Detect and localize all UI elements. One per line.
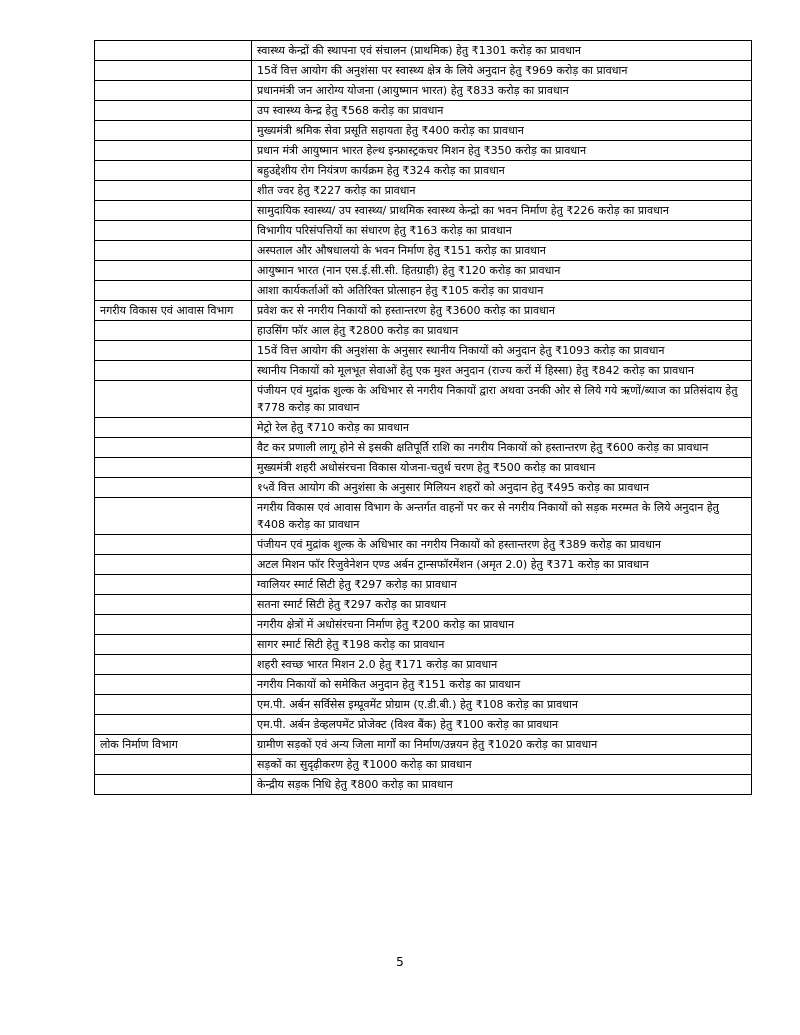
table-row — [95, 81, 752, 101]
provision-cell: नगरीय निकायों को समेकित अनुदान हेतु ₹151 करोड़ का प्रावधान — [252, 675, 752, 695]
provision-cell: सामुदायिक स्वास्थ्य/ उप स्वास्थ्य/ प्राथमिक स्वास्थ्य केन्द्रो का भवन निर्माण हेतु ₹226 करोड़ का प्रावधान — [252, 201, 752, 221]
department-cell — [95, 615, 252, 635]
table-row — [95, 221, 752, 241]
provision-cell: 15वें वित्त आयोग की अनुशंसा पर स्वास्थ्य क्षेत्र के लिये अनुदान हेतु ₹969 करोड़ का प्रावधान — [252, 61, 752, 81]
table-row — [95, 321, 752, 341]
department-cell: नगरीय विकास एवं आवास विभाग — [95, 301, 252, 321]
provision-cell: नगरीय विकास एवं आवास विभाग के अन्तर्गत वाहनों पर कर से नगरीय निकायों को सड़क मरम्मत के लिये अनुदान हेतु ₹408 करोड़ का प्रावधान — [252, 498, 752, 535]
table-row — [95, 418, 752, 438]
provision-cell: केन्द्रीय सड़क निधि हेतु ₹800 करोड़ का प्रावधान — [252, 775, 752, 795]
department-cell — [95, 595, 252, 615]
department-cell — [95, 655, 252, 675]
department-cell — [95, 458, 252, 478]
provision-cell: सागर स्मार्ट सिटी हेतु ₹198 करोड़ का प्रावधान — [252, 635, 752, 655]
department-cell — [95, 438, 252, 458]
provision-cell: अस्पताल और औषधालयो के भवन निर्माण हेतु ₹151 करोड़ का प्रावधान — [252, 241, 752, 261]
department-cell — [95, 418, 252, 438]
provision-cell: 15वें वित्त आयोग की अनुशंसा के अनुसार स्थानीय निकायों को अनुदान हेतु ₹1093 करोड़ का प्रावधान — [252, 341, 752, 361]
provision-cell: पंजीयन एवं मुद्रांक शुल्क के अधिभार का नगरीय निकायों को हस्तान्तरण हेतु ₹389 करोड़ का प्रावधान — [252, 535, 752, 555]
provision-cell: बहुउद्देशीय रोग नियंत्रण कार्यक्रम हेतु ₹324 करोड़ का प्रावधान — [252, 161, 752, 181]
budget-provisions-table — [94, 40, 752, 795]
provision-cell: वैट कर प्रणाली लागू होने से इसकी क्षतिपूर्ति राशि का नगरीय निकायों को हस्तान्तरण हेतु ₹600 करोड़ का प्रावधान — [252, 438, 752, 458]
provision-cell: ग्रामीण सड़कों एवं अन्य जिला मार्गों का निर्माण/उन्नयन हेतु ₹1020 करोड़ का प्रावधान — [252, 735, 752, 755]
provision-cell: अटल मिशन फॉर रिजुवेनेशन एण्ड अर्बन ट्रान्सफॉरमेंशन (अमृत 2.0) हेतु ₹371 करोड़ का प्रावधान — [252, 555, 752, 575]
department-cell — [95, 141, 252, 161]
page-number: 5 — [396, 955, 404, 969]
table-row — [95, 535, 752, 555]
provision-cell: शीत ज्वर हेतु ₹227 करोड़ का प्रावधान — [252, 181, 752, 201]
table-row — [95, 161, 752, 181]
table-row — [95, 341, 752, 361]
department-cell — [95, 121, 252, 141]
table-row — [95, 575, 752, 595]
department-cell — [95, 201, 252, 221]
department-cell — [95, 281, 252, 301]
provision-cell: उप स्वास्थ्य केन्द्र हेतु ₹568 करोड़ का प्रावधान — [252, 101, 752, 121]
provision-cell: ग्वालियर स्मार्ट सिटी हेतु ₹297 करोड़ का प्रावधान — [252, 575, 752, 595]
provision-cell: शहरी स्वच्छ भारत मिशन 2.0 हेतु ₹171 करोड़ का प्रावधान — [252, 655, 752, 675]
table-row — [95, 41, 752, 61]
department-cell — [95, 101, 252, 121]
table-row — [95, 261, 752, 281]
table-row — [95, 61, 752, 81]
department-cell — [95, 381, 252, 418]
provision-cell: १५वें वित्त आयोग की अनुशंसा के अनुसार मिलियन शहरों को अनुदान हेतु ₹495 करोड़ का प्रावधान — [252, 478, 752, 498]
department-cell — [95, 81, 252, 101]
table-row — [95, 301, 752, 321]
table-row — [95, 695, 752, 715]
department-cell — [95, 555, 252, 575]
department-cell — [95, 675, 252, 695]
table-row — [95, 655, 752, 675]
table-body — [95, 41, 752, 795]
department-cell — [95, 755, 252, 775]
table-row — [95, 675, 752, 695]
department-cell — [95, 41, 252, 61]
table-row — [95, 181, 752, 201]
provision-cell: मुख्यमंत्री शहरी अधोसंरचना विकास योजना-चतुर्थ चरण हेतु ₹500 करोड़ का प्रावधान — [252, 458, 752, 478]
department-cell: लोक निर्माण विभाग — [95, 735, 252, 755]
department-cell — [95, 361, 252, 381]
provision-cell: एम.पी. अर्बन डेव्हलपमेंट प्रोजेक्ट (विश्व बैंक) हेतु ₹100 करोड़ का प्रावधान — [252, 715, 752, 735]
provision-cell: प्रधान मंत्री आयुष्मान भारत हेल्थ इन्फ्रास्ट्रकचर मिशन हेतु ₹350 करोड़ का प्रावधान — [252, 141, 752, 161]
table-row — [95, 101, 752, 121]
provision-cell: मेट्रो रेल हेतु ₹710 करोड़ का प्रावधान — [252, 418, 752, 438]
table-row — [95, 241, 752, 261]
provision-cell: प्रधानमंत्री जन आरोग्य योजना (आयुष्मान भारत) हेतु ₹833 करोड़ का प्रावधान — [252, 81, 752, 101]
table-row — [95, 498, 752, 535]
table-row — [95, 141, 752, 161]
table-row — [95, 595, 752, 615]
table-row — [95, 478, 752, 498]
provision-cell: मुख्यमंत्री श्रमिक सेवा प्रसूति सहायता हेतु ₹400 करोड़ का प्रावधान — [252, 121, 752, 141]
table-row — [95, 775, 752, 795]
department-cell — [95, 261, 252, 281]
provision-cell: हाउसिंग फॉर आल हेतु ₹2800 करोड़ का प्रावधान — [252, 321, 752, 341]
table-row — [95, 735, 752, 755]
department-cell — [95, 775, 252, 795]
provision-cell: विभागीय परिसंपत्तियों का संधारण हेतु ₹163 करोड़ का प्रावधान — [252, 221, 752, 241]
department-cell — [95, 635, 252, 655]
department-cell — [95, 498, 252, 535]
provision-cell: एम.पी. अर्बन सर्विसेस इम्प्रूवमेंट प्रोग्राम (ए.डी.बी.) हेतु ₹108 करोड़ का प्रावधान — [252, 695, 752, 715]
department-cell — [95, 181, 252, 201]
table-row — [95, 555, 752, 575]
department-cell — [95, 535, 252, 555]
table-row — [95, 755, 752, 775]
department-cell — [95, 61, 252, 81]
department-cell — [95, 478, 252, 498]
table-row — [95, 458, 752, 478]
table-row — [95, 121, 752, 141]
provision-cell: स्वास्थ्य केन्द्रों की स्थापना एवं संचालन (प्राथमिक) हेतु ₹1301 करोड़ का प्रावधान — [252, 41, 752, 61]
provision-cell: पंजीयन एवं मुद्रांक शुल्क के अधिभार से नगरीय निकायों द्वारा अथवा उनकी ओर से लिये गये ऋणों/ब्याज का प्रतिसंदाय हेतु ₹778 करोड़ का प्रावधान — [252, 381, 752, 418]
provision-cell: प्रवेश कर से नगरीय निकायों को हस्तान्तरण हेतु ₹3600 करोड़ का प्रावधान — [252, 301, 752, 321]
provision-cell: सड़कों का सुदृढ़ीकरण हेतु ₹1000 करोड़ का प्रावधान — [252, 755, 752, 775]
table-row — [95, 438, 752, 458]
table-row — [95, 361, 752, 381]
table-row — [95, 281, 752, 301]
department-cell — [95, 341, 252, 361]
provision-cell: आयुष्मान भारत (नान एस.ई.सी.सी. हितग्राही) हेतु ₹120 करोड़ का प्रावधान — [252, 261, 752, 281]
provision-cell: आशा कार्यकर्ताओं को अतिरिक्त प्रोत्साहन हेतु ₹105 करोड़ का प्रावधान — [252, 281, 752, 301]
table-row — [95, 615, 752, 635]
table-row — [95, 381, 752, 418]
table-row — [95, 715, 752, 735]
table-row — [95, 201, 752, 221]
provision-cell: स्थानीय निकायों को मूलभूत सेवाओं हेतु एक मुश्त अनुदान (राज्य करों में हिस्सा) हेतु ₹842 करोड़ का प्रावधान — [252, 361, 752, 381]
department-cell — [95, 575, 252, 595]
department-cell — [95, 321, 252, 341]
provision-cell: नगरीय क्षेत्रों में अधोसंरचना निर्माण हेतु ₹200 करोड़ का प्रावधान — [252, 615, 752, 635]
department-cell — [95, 221, 252, 241]
table-row — [95, 635, 752, 655]
department-cell — [95, 161, 252, 181]
provision-cell: सतना स्मार्ट सिटी हेतु ₹297 करोड़ का प्रावधान — [252, 595, 752, 615]
department-cell — [95, 241, 252, 261]
department-cell — [95, 695, 252, 715]
department-cell — [95, 715, 252, 735]
